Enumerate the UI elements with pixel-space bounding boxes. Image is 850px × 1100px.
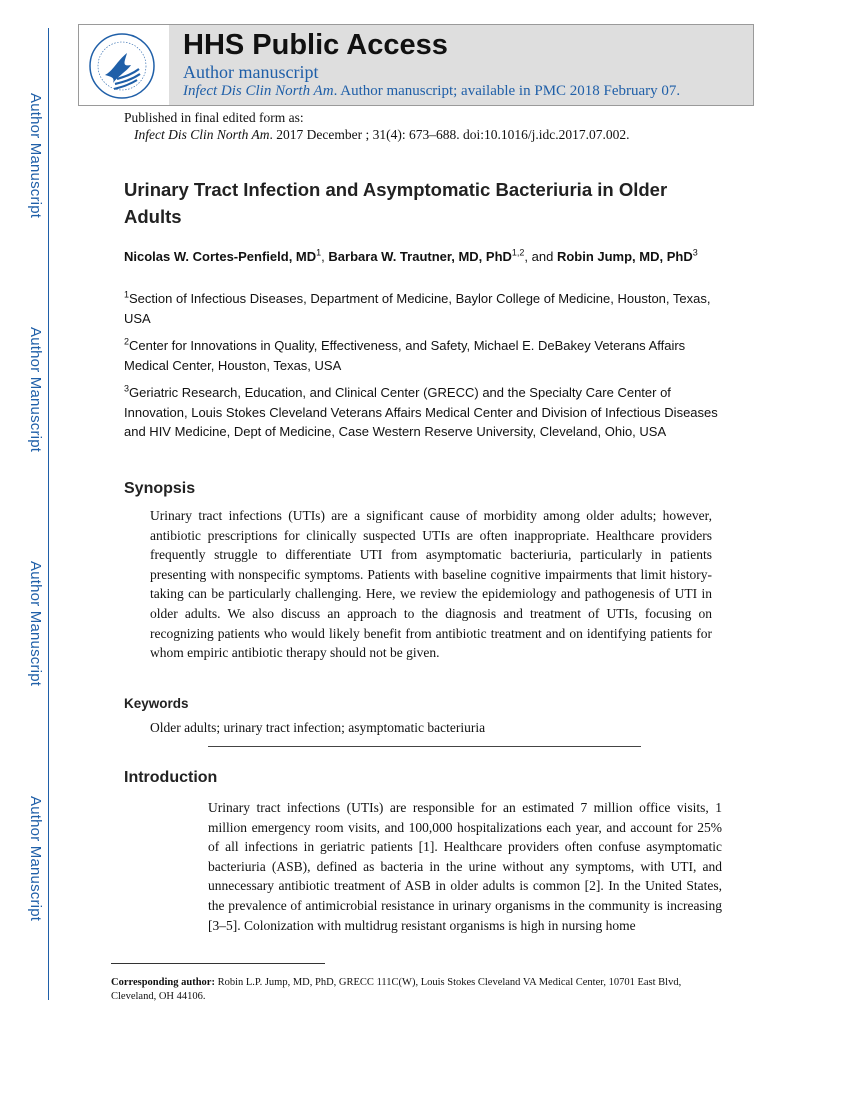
side-label-3: Author Manuscript	[27, 561, 44, 687]
synopsis-text: Urinary tract infections (UTIs) are a significant cause of morbidity among older adults; however, antibiotic prescriptions for clinically suspected UTIs are often inappropriate. Healthcare providers frequently struggle to differentiate UTI from asymptomatic bacteriuria, particularly in patients presenting with nonspecific symptoms. Patients with baseline cognitive impairments that limit history-taking can be particularly challenging. Here, we review the epidemiology and pathogenesis of UTI in older adults. We also discuss an approach to the diagnosis and treatment of UTIs, focusing on recognizing patients who would likely benefit from antibiotic treatment and on identifying patients for whom empiric antibiotic therapy should not be given.	[150, 508, 712, 661]
affiliation-1	[124, 289, 729, 328]
publication-info	[124, 109, 629, 143]
affiliation-marker: 1	[124, 289, 130, 300]
hhs-header-box	[78, 24, 754, 106]
introduction-heading: Introduction	[124, 769, 218, 786]
hhs-journal-name: Infect Dis Clin North Am	[183, 83, 334, 99]
hhs-subtitle: Author manuscript	[183, 62, 319, 82]
introduction-text: Urinary tract infections (UTIs) are responsible for an estimated 7 million office visits, 1 million emergency room visits, and 100,000 hospitalizations each year, and account for 25% of all infections in geriatric patients [1]. Healthcare providers often confuse asymptomatic bacteriuria (ASB), defined as bacteria in the urine without any symptoms, with UTI, and unnecessary antibiotic treatment of ASB in older adults is common [2]. In the United States, the prevalence of antimicrobial resistance in urinary organisms in the community is increasing [3–5]. Colonization with multidrug resistant organisms is high in nursing home	[208, 800, 722, 933]
corresponding-author-footnote	[111, 976, 711, 1004]
publication-line: Published in final edited form as:	[124, 110, 304, 125]
citation-journal: Infect Dis Clin North Am	[134, 127, 270, 142]
affiliation-2	[124, 336, 729, 375]
author-3-affil: 3	[692, 247, 698, 258]
author-1: Nicolas W. Cortes-Penfield, MD	[124, 249, 317, 264]
section-divider	[208, 746, 641, 747]
author-separator: ,	[321, 249, 329, 264]
footnote-rule	[111, 963, 325, 964]
margin-rule	[48, 28, 49, 1000]
keywords-heading: Keywords	[124, 696, 189, 711]
hhs-title: HHS Public Access	[183, 29, 448, 61]
author-2-affil: 1,2	[511, 247, 525, 258]
side-label-1: Author Manuscript	[27, 93, 44, 219]
citation	[124, 126, 629, 143]
hhs-eagle-seal-icon	[87, 31, 157, 101]
affiliation-text: Geriatric Research, Education, and Clinical Center (GRECC) and the Specialty Care Center of Innovation, Louis Stokes Cleveland Veterans Affairs Medical Center and Division of Infectious Diseases and HIV Medicine, Dept of Medicine, Case Western Reserve University, Cleveland, Ohio, USA	[124, 385, 718, 439]
citation-details: . 2017 December ; 31(4): 673–688. doi:10.1016/j.idc.2017.07.002.	[269, 127, 630, 142]
side-label-2: Author Manuscript	[27, 327, 44, 453]
author-3: Robin Jump, MD, PhD	[556, 249, 693, 264]
synopsis-heading: Synopsis	[124, 480, 196, 497]
author-separator: , and	[524, 249, 557, 264]
keywords-text: Older adults; urinary tract infection; asymptomatic bacteriuria	[150, 720, 486, 735]
side-label-4: Author Manuscript	[27, 796, 44, 922]
hhs-availability-text: . Author manuscript; available in PMC 2018 February 07.	[333, 83, 681, 99]
footnote-text: Robin L.P. Jump, MD, PhD, GRECC 111C(W), Louis Stokes Cleveland VA Medical Center, 10701 East Blvd, Cleveland, OH 44106.	[111, 977, 682, 1002]
author-list	[124, 247, 724, 266]
affiliation-text: Center for Innovations in Quality, Effectiveness, and Safety, Michael E. DeBakey Veterans Affairs Medical Center, Houston, Texas, USA	[124, 338, 686, 373]
affiliation-marker: 3	[124, 383, 130, 394]
affiliation-marker: 2	[124, 336, 130, 347]
article-title: Urinary Tract Infection and Asymptomatic Bacteriuria in Older Adults	[124, 179, 668, 227]
author-2: Barbara W. Trautner, MD, PhD	[328, 249, 512, 264]
footnote-label: Corresponding author:	[111, 977, 215, 988]
hhs-availability	[183, 83, 680, 100]
author-1-affil: 1	[316, 247, 322, 258]
affiliation-3	[124, 383, 729, 442]
affiliation-text: Section of Infectious Diseases, Department of Medicine, Baylor College of Medicine, Houston, Texas, USA	[124, 291, 711, 326]
